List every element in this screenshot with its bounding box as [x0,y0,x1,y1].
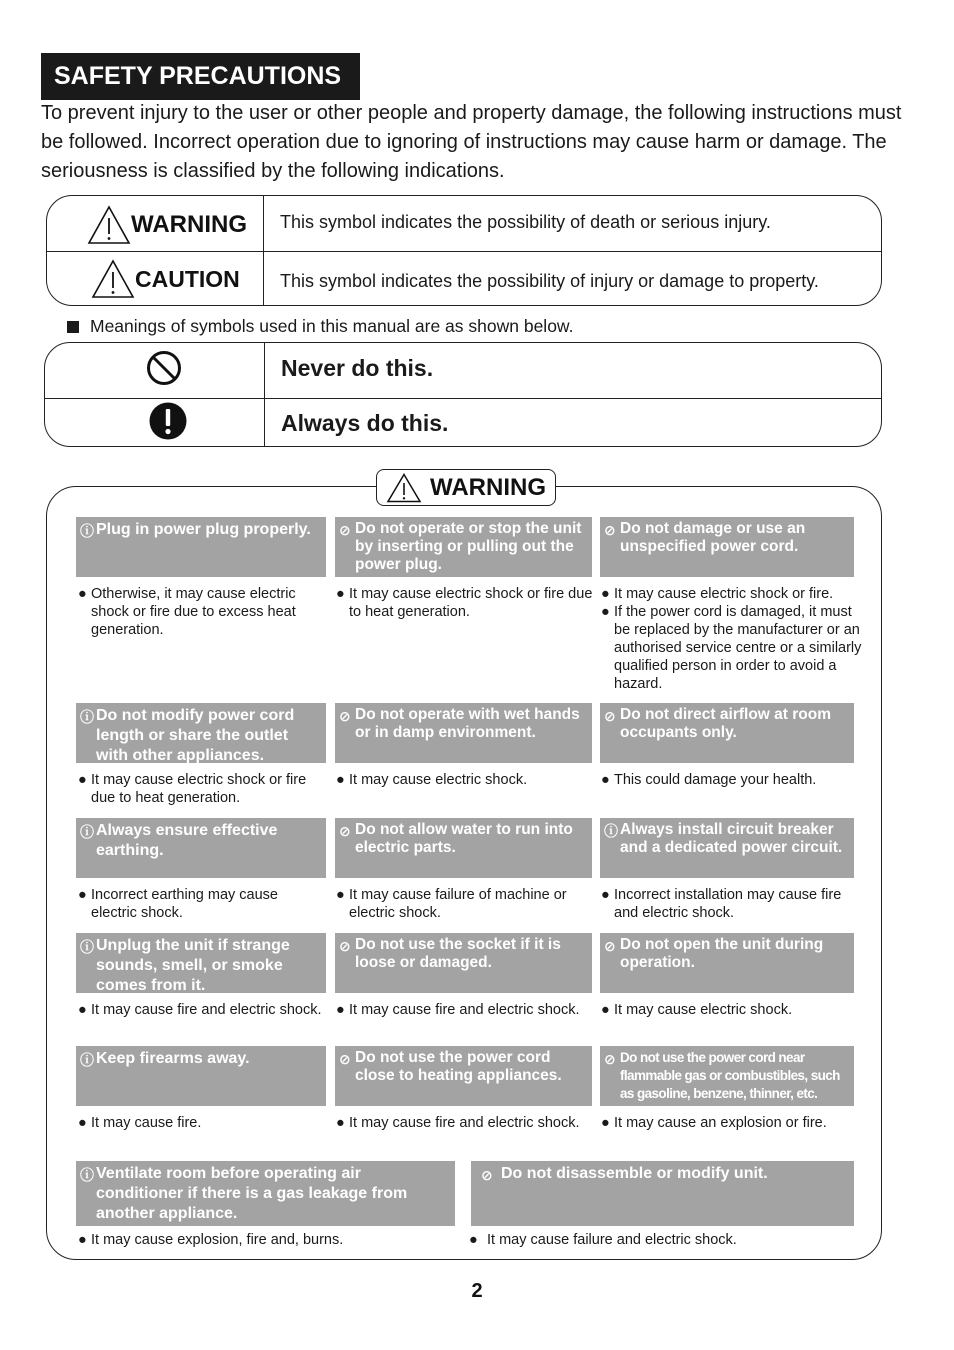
warning-triangle-icon [386,473,422,503]
precaution-description: ● It may cause electric shock. [601,1002,793,1018]
prohibited-icon: ⊘ [339,823,351,839]
precaution-heading: ⓘ Always ensure effective earthing. [76,818,326,878]
precaution-description: ● It may cause failure of machine or electric shock. [336,887,567,921]
precaution-description: ● It may cause fire. [78,1115,202,1131]
prohibited-icon [146,350,182,386]
precaution-heading: ⓘ Do not modify power cord length or share the outlet with other appliances. [76,703,326,763]
precaution-heading: ⊘ Do not use the power cord near flammable gas or combustibles, such as gasoline, benzene, thinner, etc. [600,1046,854,1106]
symbols-table [44,342,882,447]
page-title: SAFETY PRECAUTIONS [41,53,360,100]
exclamation-icon [149,402,187,440]
precaution-heading: ⊘ Do not use the power cord close to heating appliances. [335,1046,592,1106]
always-do-text: Always do this. [281,410,449,436]
precaution-heading: ⓘ Plug in power plug properly. [76,517,326,577]
prohibited-icon: ⊘ [604,522,616,538]
intro-text: To prevent injury to the user or other people and property damage, the following instructions must be followed. Incorrect operation due to ignoring of instructions may cause harm or damage. The seriousness is classified by the following indications. [41,102,902,182]
precaution-heading: ⓘ Keep firearms away. [76,1046,326,1106]
exclamation-icon: ⓘ [80,1167,94,1183]
precaution-description: ● It may cause an explosion or fire. [601,1115,827,1131]
prohibited-icon: ⊘ [339,1051,351,1067]
precaution-heading: ⊘ Do not allow water to run into electric parts. [335,818,592,878]
precaution-heading: ⓘ Ventilate room before operating air conditioner if there is a gas leakage from another appliance. [76,1161,455,1226]
precaution-heading: ⊘ Do not disassemble or modify unit. [471,1161,854,1226]
prohibited-icon: ⊘ [481,1167,493,1183]
prohibited-icon: ⊘ [339,522,351,538]
precaution-heading: ⊘ Do not open the unit during operation. [600,933,854,993]
exclamation-icon: ⓘ [604,823,618,839]
caution-level-text: CAUTION [135,265,240,292]
precaution-description: ● It may cause failure and electric shock. [469,1232,737,1248]
exclamation-icon: ⓘ [80,824,94,840]
prohibited-icon: ⊘ [339,708,351,724]
precaution-heading: ⊘ Do not damage or use an unspecified power cord. [600,517,854,577]
precaution-description: ● It may cause fire and electric shock. [336,1002,580,1018]
caution-level-label [91,258,240,300]
precaution-heading: ⓘ Always install circuit breaker and a dedicated power circuit. [600,818,854,878]
exclamation-icon: ⓘ [80,1052,94,1068]
exclamation-icon: ⓘ [80,939,94,955]
prohibited-icon: ⊘ [604,708,616,724]
precaution-heading: ⊘ Do not operate or stop the unit by inserting or pulling out the power plug. [335,517,592,577]
precaution-description: ● It may cause electric shock. [336,772,528,788]
prohibited-icon: ⊘ [604,1051,616,1067]
symbols-note-text: Meanings of symbols used in this manual are as shown below. [90,316,574,336]
precaution-description: ● It may cause electric shock or fire due to heat generation. [336,586,593,620]
precaution-description: ● This could damage your health. [601,772,817,788]
warning-section-title-text: WARNING [430,473,546,501]
warning-level-text: WARNING [131,211,247,238]
exclamation-icon: ⓘ [80,709,94,725]
precaution-heading: ⊘ Do not operate with wet hands or in damp environment. [335,703,592,763]
square-bullet-icon [67,321,79,333]
precaution-description: ● Otherwise, it may cause electric shock or fire due to excess heat generation. [78,586,296,638]
severity-levels-table [46,195,882,306]
precaution-heading: ⓘ Unplug the unit if strange sounds, smell, or smoke comes from it. [76,933,326,993]
prohibited-icon: ⊘ [604,938,616,954]
precaution-description: ● It may cause fire and electric shock. [336,1115,580,1131]
precaution-description: ● It may cause electric shock or fire due to heat generation. [78,772,307,806]
symbols-note [67,316,573,337]
warning-level-description: This symbol indicates the possibility of death or serious injury. [280,212,771,232]
exclamation-icon: ⓘ [80,523,94,539]
precaution-description: ● Incorrect installation may cause fire and electric shock. [601,887,842,921]
never-do-text: Never do this. [281,355,434,381]
precaution-heading: ⊘ Do not use the socket if it is loose or damaged. [335,933,592,993]
warning-section-title [376,469,556,506]
caution-level-description: This symbol indicates the possibility of injury or damage to property. [280,271,819,291]
warning-triangle-icon [91,259,135,299]
precaution-description: ● It may cause fire and electric shock. [78,1002,322,1018]
prohibited-icon: ⊘ [339,938,351,954]
warning-level-label [87,204,247,246]
precaution-description: ● It may cause explosion, fire and, burns. [78,1232,344,1248]
warning-triangle-icon [87,205,131,245]
precaution-description: ● Incorrect earthing may cause electric shock. [78,887,278,921]
precaution-description: ● It may cause electric shock or fire. ● If the power cord is damaged, it must be replaced by the manufacturer or an authorised service centre or a similarly qualified person in order to avoid a hazard. [601,586,862,692]
precaution-heading: ⊘ Do not direct airflow at room occupants only. [600,703,854,763]
page-number: 2 [471,1280,483,1302]
